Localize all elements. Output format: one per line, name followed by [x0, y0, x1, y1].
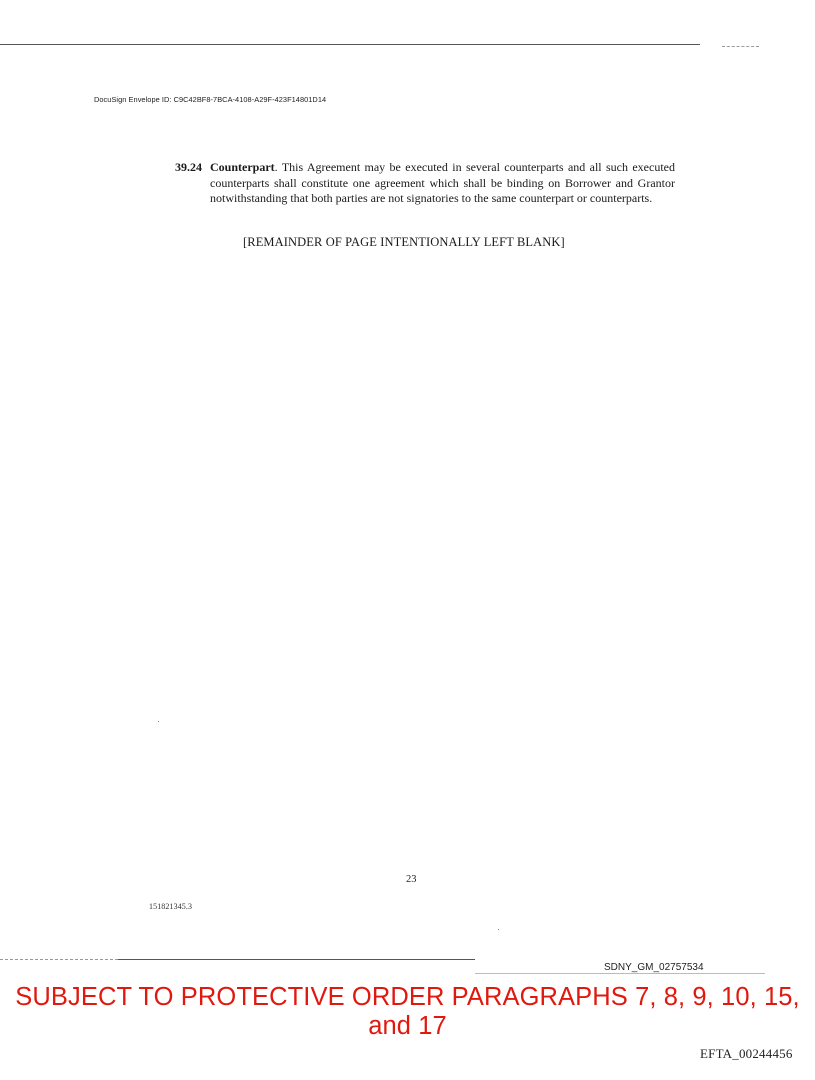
bates-number: SDNY_GM_02757534 [604, 962, 704, 973]
protective-order-banner: SUBJECT TO PROTECTIVE ORDER PARAGRAPHS 7, 8, 9, 10, 15, and 17 [15, 983, 800, 1040]
page-number: 23 [406, 874, 417, 885]
clause-number: 39.24 [175, 160, 202, 174]
bottom-rule-fragment [0, 959, 118, 960]
docusign-envelope-id: DocuSign Envelope ID: C9C42BF8-7BCA-4108-A29F-423F14801D14 [94, 95, 327, 104]
clause-body [210, 160, 675, 207]
document-id: 151821345.3 [149, 902, 193, 911]
remainder-blank-note: [REMAINDER OF PAGE INTENTIONALLY LEFT BLANK] [243, 235, 565, 249]
efta-number: EFTA_00244456 [700, 1046, 793, 1061]
top-rule [0, 44, 700, 45]
scan-speck [498, 929, 499, 930]
top-rule-fragment [722, 46, 759, 47]
clause-39-24 [175, 160, 675, 207]
clause-heading: Counterpart [210, 160, 275, 174]
scan-speck [158, 721, 159, 722]
bates-rule [475, 973, 765, 974]
clause-text: . This Agreement may be executed in several counterparts and all such executed counterparts shall constitute one agreement which shall be binding on Borrower and Grantor notwithstanding that both parties are not signatories to the same counterpart or counterparts. [210, 160, 675, 206]
bottom-rule [118, 959, 475, 960]
